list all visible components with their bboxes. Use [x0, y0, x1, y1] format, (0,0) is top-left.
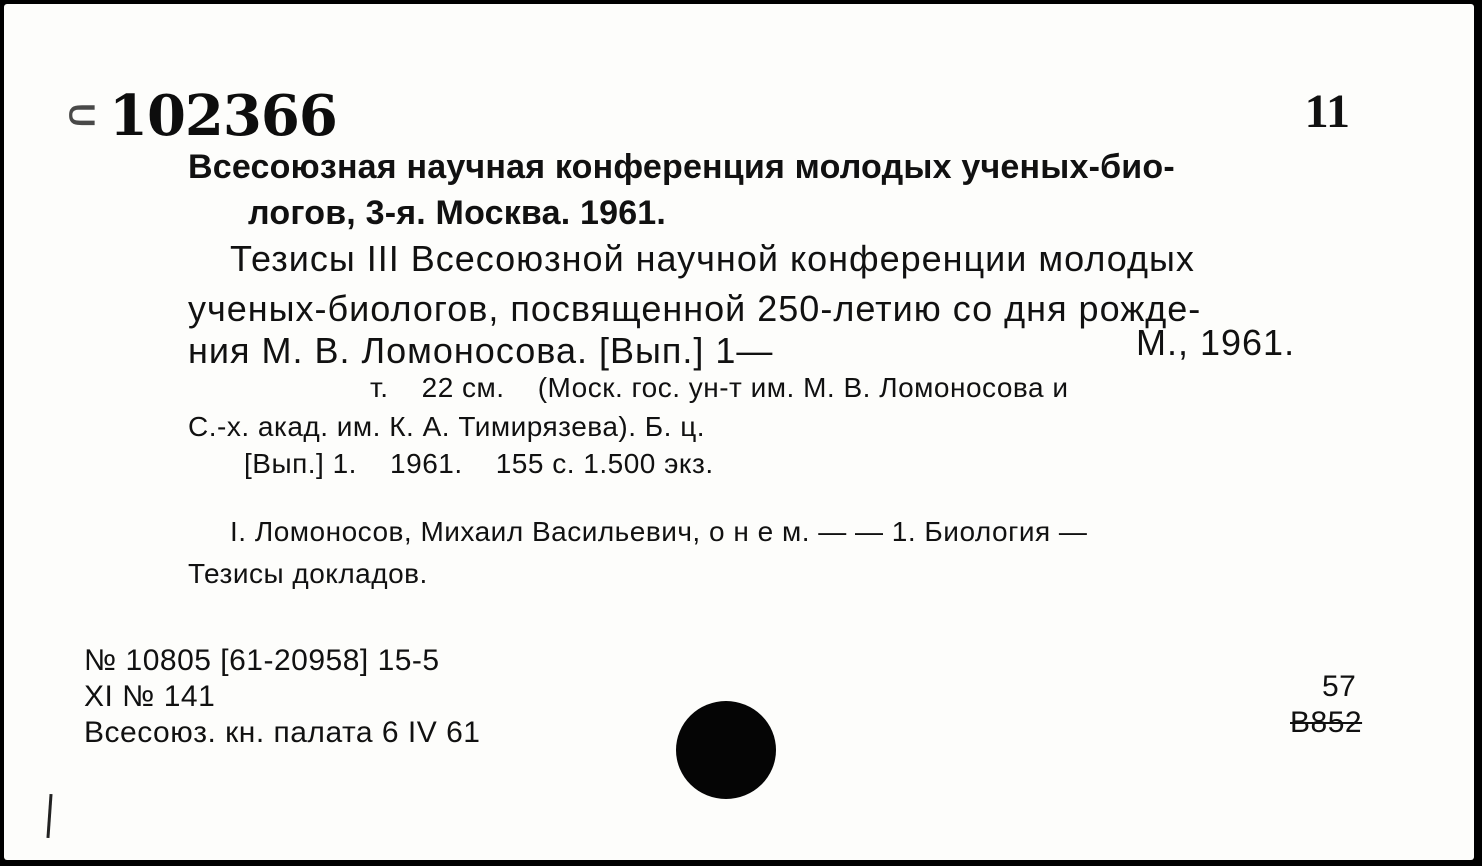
physical-description-line-1: т. 22 см. (Моск. гос. ун-т им. М. В. Ломоносова и — [370, 372, 1069, 403]
physical-description-line-3: [Вып.] 1. 1961. 155 с. 1.500 экз. — [244, 448, 714, 479]
classification-bottom: В852 — [1290, 706, 1363, 739]
subject-headings-line-2: Тезисы докладов. — [188, 558, 428, 589]
title-line-3: ния М. В. Ломоносова. [Вып.] 1— — [188, 330, 774, 371]
physical-description-line-2: С.-х. акад. им. К. А. Тимирязева). Б. ц. — [188, 411, 706, 442]
registry-line-2: XI № 141 — [84, 680, 216, 713]
title-line-2: ученых-биологов, посвященной 250-летию со дня рожде- — [188, 288, 1202, 329]
registry-line-1: № 10805 [61-20958] 15-5 — [84, 644, 440, 677]
title-imprint: М., 1961. — [1136, 322, 1296, 363]
inventory-stamp — [54, 76, 337, 152]
title-line-1: Тезисы III Всесоюзной научной конференции молодых — [230, 238, 1195, 279]
registry-line-3: Всесоюз. кн. палата 6 IV 61 — [84, 716, 481, 749]
catalog-card — [4, 4, 1474, 860]
classification-top: 57 — [1322, 670, 1357, 703]
punch-hole — [676, 701, 776, 799]
subject-headings-line-1: I. Ломоносов, Михаил Васильевич, о н е м. — — 1. Биология — — [230, 516, 1088, 547]
inventory-number: 102366 — [109, 83, 337, 149]
edge-mark — [46, 794, 52, 838]
card-number: 11 — [1304, 85, 1350, 138]
heading-line-1: Всесоюзная научная конференция молодых ученых-био- — [188, 148, 1175, 186]
heading-line-2: логов, 3-я. Москва. 1961. — [248, 194, 667, 232]
stamp-mark-icon: ⸦ — [60, 83, 103, 149]
